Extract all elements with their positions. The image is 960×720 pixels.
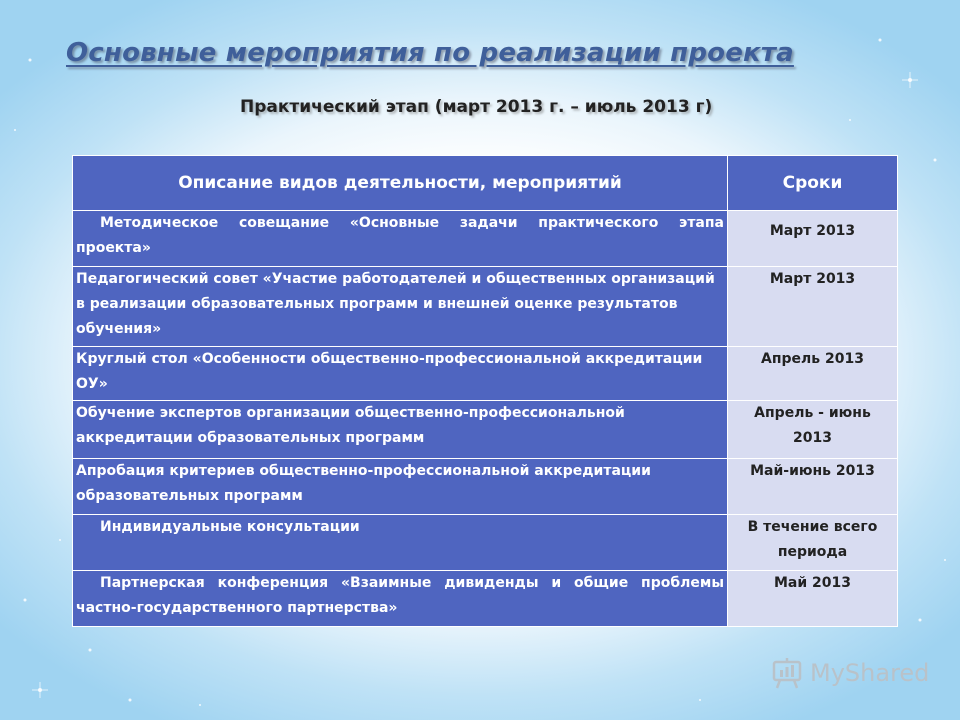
activity-cell: Круглый стол «Особенности общественно-профессиональной аккредитации ОУ» <box>73 347 728 401</box>
logo-text: MyShared <box>810 659 930 687</box>
presentation-board-icon <box>770 656 804 690</box>
term-cell: Март 2013 <box>728 211 898 267</box>
table-row <box>73 347 898 401</box>
header-activities: Описание видов деятельности, мероприятий <box>73 156 728 211</box>
activity-cell: Обучение экспертов организации общественно-профессиональной аккредитации образовательных программ <box>73 401 728 459</box>
activity-cell: Апробация критериев общественно-профессиональной аккредитации образовательных программ <box>73 459 728 515</box>
page-title: Основные мероприятия по реализации проекта <box>66 38 794 68</box>
term-cell: Апрель 2013 <box>728 347 898 401</box>
header-terms: Сроки <box>728 156 898 211</box>
term-cell: Май-июнь 2013 <box>728 459 898 515</box>
table-row <box>73 401 898 459</box>
table-row <box>73 515 898 571</box>
term-cell: Март 2013 <box>728 267 898 347</box>
table-row <box>73 211 898 267</box>
table-header-row <box>73 156 898 211</box>
activity-cell: Педагогический совет «Участие работодателей и общественных организаций в реализации образовательных программ и внешней оценке результатов обучения» <box>73 267 728 347</box>
activity-cell: Индивидуальные консультации <box>73 515 728 571</box>
term-cell: Апрель - июнь 2013 <box>728 401 898 459</box>
table-row <box>73 267 898 347</box>
table-row <box>73 459 898 515</box>
term-cell: Май 2013 <box>728 571 898 627</box>
table-row <box>73 571 898 627</box>
myshared-logo <box>770 655 929 691</box>
page-subtitle: Практический этап (март 2013 г. – июль 2013 г) <box>240 97 713 117</box>
activity-cell: Методическое совещание «Основные задачи практического этапа проекта» <box>73 211 728 267</box>
activity-cell: Партнерская конференция «Взаимные дивиденды и общие проблемы частно-государственного партнерства» <box>73 571 728 627</box>
term-cell: В течение всего периода <box>728 515 898 571</box>
activities-table <box>72 155 898 627</box>
